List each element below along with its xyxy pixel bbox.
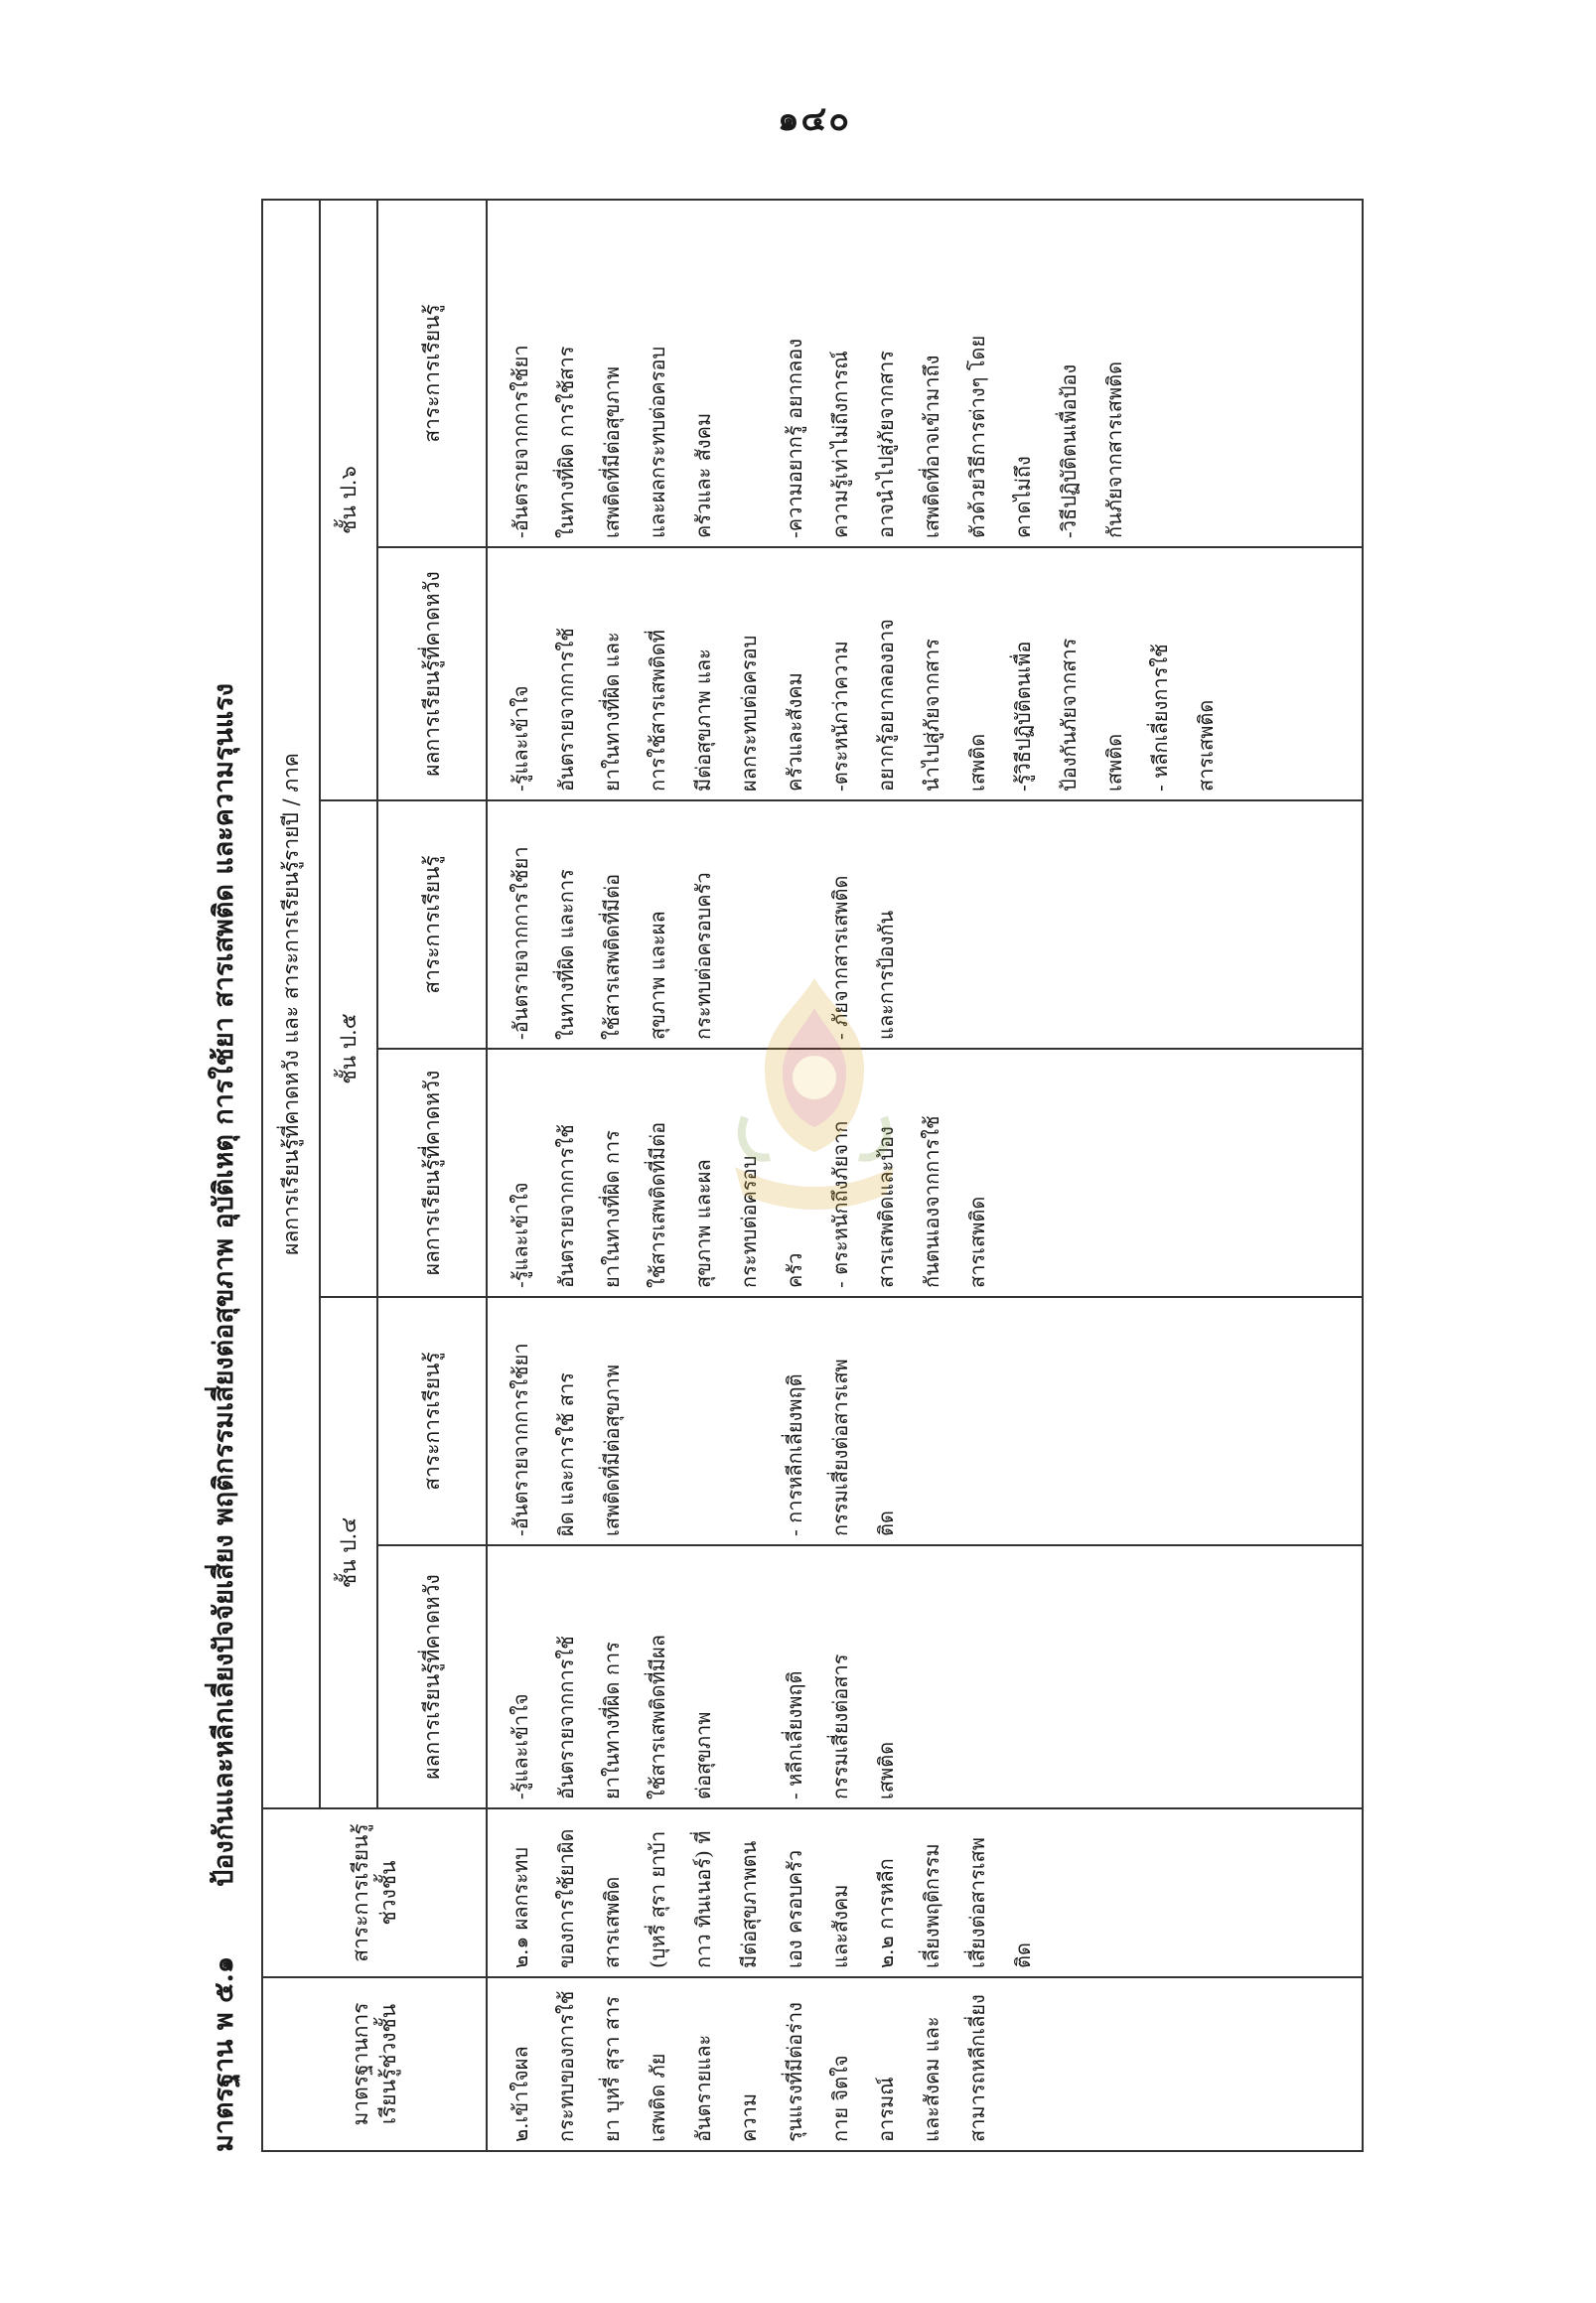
cell-line: อยากรู้อยากลองอาจ	[874, 619, 898, 792]
cell-line: ๒.๒ การหลีก	[874, 1858, 898, 1968]
cell-line: นำไปสู่ภัยจากสาร	[920, 638, 943, 792]
cell-line: ยาในทางที่ผิด การ	[600, 1130, 624, 1288]
cell-line: เสพติดที่มีต่อสุขภาพ	[600, 1364, 624, 1536]
header-grade-p4: ชั้น ป.๔	[320, 1297, 377, 1808]
header-p5-outcome: ผลการเรียนรู้ที่คาดหวัง	[377, 1049, 487, 1297]
cell-line: และสังคม	[828, 1884, 852, 1968]
curriculum-table	[261, 199, 1364, 2152]
cell-line: มีต่อสุขภาพตน	[737, 1840, 761, 1968]
cell-line: ความรู้เท่าไม่ถึงการณ์	[828, 351, 852, 538]
cell-line: กรรมเสี่ยงต่อสารเสพ	[828, 1359, 852, 1536]
cell-p6-content	[487, 200, 1363, 547]
cell-line: รุนแรงที่มีต่อร่าง	[783, 2002, 806, 2142]
cell-p4-content	[487, 1297, 1363, 1545]
cell-line: ยาในทางที่ผิด และ	[600, 632, 624, 792]
cell-line: ตัวด้วยวิธีการต่างๆ โดย	[965, 335, 989, 538]
line-gap	[726, 1554, 772, 1799]
header-grade-p5: ชั้น ป.๕	[320, 800, 377, 1297]
cell-line: ของการใช้ยาผิด	[554, 1828, 578, 1968]
cell-line: - หลีกเลี่ยงพฤติ	[783, 1670, 806, 1799]
cell-line: อันตรายจากการใช้	[554, 1124, 578, 1288]
cell-line: -รู้และเข้าใจ	[508, 1182, 532, 1288]
cell-line: สารเสพติด	[965, 1196, 989, 1288]
cell-line: เสพติด	[965, 733, 989, 792]
cell-content-range	[487, 1808, 1363, 1977]
cell-standard	[487, 1977, 1363, 2151]
cell-line: ครัวและสังคม	[783, 672, 806, 792]
cell-line: (บุหรี่ สุรา ยาบ้า	[646, 1830, 669, 1968]
cell-line: ๒.๑ ผลกระทบ	[508, 1846, 532, 1968]
cell-line: อันตรายจากการใช้	[554, 1636, 578, 1799]
cell-line: ยาในทางที่ผิด การ	[600, 1642, 624, 1799]
line-gap	[726, 809, 772, 1040]
cell-line: ต่อสุขภาพ	[691, 1711, 715, 1799]
header-grade-p6: ชั้น ป.๖	[320, 200, 377, 800]
cell-line: กันตนเองจากการใช้	[920, 1115, 943, 1288]
cell-line: และผลกระทบต่อครอบ	[646, 346, 669, 538]
cell-line: มีต่อสุขภาพ และ	[691, 648, 715, 792]
header-content-range: สาระการเรียนรู้ช่วงชั้น	[262, 1808, 487, 1977]
cell-line: และสังคม และ	[920, 2016, 943, 2142]
line-gap	[680, 1306, 726, 1536]
cell-line: -อันตรายจากการใช้ยา	[508, 846, 532, 1040]
cell-line: กรรมเสี่ยงต่อสาร	[828, 1654, 852, 1799]
cell-line: - ภัยจากสารเสพติด	[828, 875, 852, 1040]
header-p4-outcome: ผลการเรียนรู้ที่คาดหวัง	[377, 1545, 487, 1808]
cell-line: เลี่ยงพฤติกรรม	[920, 1843, 943, 1968]
cell-line: -รู้วิธีปฏิบัติตนเพื่อ	[1011, 641, 1035, 792]
cell-line: -รู้และเข้าใจ	[508, 1693, 532, 1799]
standard-code: มาตรฐาน พ ๕.๑	[208, 1955, 239, 2152]
cell-line: คาดไม่ถึง	[1011, 456, 1035, 538]
cell-line: สารเสพติดและป้อง	[874, 1126, 898, 1288]
cell-line: -ตระหนักว่าความ	[828, 641, 852, 792]
cell-line: กาย จิตใจ อารมณ์	[828, 2055, 898, 2142]
cell-line: เสพติด ภัย	[646, 2053, 669, 2142]
cell-line: สุขภาพ และผล	[691, 1159, 715, 1288]
cell-line: ใช้สารเสพติดที่มีต่อ	[600, 873, 624, 1040]
cell-line: ผลกระทบต่อครอบ	[737, 635, 761, 792]
cell-line: กระทบต่อครอบครัว	[691, 872, 715, 1040]
line-gap	[726, 1306, 772, 1536]
standard-title: ป้องกันและหลีกเลี่ยงปัจจัยเสี่ยง พฤติกรรมเสี่ยงต่อสุขภาพ อุบัติเหตุ การใช้ยา สารเสพติด และความรุนแรง	[208, 683, 239, 1887]
header-group: ผลการเรียนรู้ที่คาดหวัง และ สาระการเรียนรู้รายปี / ภาค	[262, 200, 320, 1808]
cell-line: -อันตรายจากการใช้ยา	[508, 1343, 532, 1536]
cell-line: เสพติดที่อาจเข้ามาถึง	[920, 355, 943, 538]
cell-line: ยา บุหรี่ สุรา สาร	[600, 1995, 624, 2142]
cell-line: อันตรายจากการใช้	[554, 628, 578, 792]
cell-line: ครัวและ สังคม	[691, 412, 715, 538]
standard-heading	[184, 201, 261, 2152]
page-number: ๑๔๐	[777, 99, 852, 139]
line-gap	[726, 209, 772, 538]
table-row	[487, 200, 1363, 2151]
cell-line: - หลีกเลี่ยงการใช้	[1148, 644, 1172, 792]
cell-line: ติด	[1011, 1943, 1035, 1968]
cell-line: และการป้องกัน	[874, 910, 898, 1040]
line-gap	[772, 809, 817, 1040]
cell-line: กันภัยจากสารเสพติด	[1102, 360, 1126, 538]
cell-line: อาจนำไปสู่ภัยจากสาร	[874, 351, 898, 538]
rotated-page-content	[184, 201, 1366, 2152]
cell-line: ๒.เข้าใจผล	[508, 2046, 532, 2142]
line-gap	[635, 1306, 680, 1536]
header-standard: มาตรฐานการเรียนรู้ช่วงชั้น	[262, 1977, 487, 2151]
cell-line: เสพติดที่มีต่อสุขภาพ	[600, 365, 624, 538]
cell-line: เอง ครอบครัว	[783, 1849, 806, 1968]
cell-line: สุขภาพ และผล	[646, 911, 669, 1040]
cell-p6-outcome	[487, 547, 1363, 800]
cell-line: ผิด และการใช้ สาร	[554, 1372, 578, 1536]
cell-p5-content	[487, 800, 1363, 1049]
cell-line: สามารถหลีกเลี่ยง	[965, 1994, 989, 2142]
header-p6-outcome: ผลการเรียนรู้ที่คาดหวัง	[377, 547, 487, 800]
cell-line: -ความอยากรู้ อยากลอง	[783, 338, 806, 538]
cell-line: ครัว	[783, 1252, 806, 1288]
cell-line: การใช้สารเสพติดที่	[646, 630, 669, 792]
cell-line: ใช้สารเสพติดที่มีผล	[646, 1634, 669, 1799]
cell-line: กระทบต่อครอบ	[737, 1155, 761, 1288]
cell-line: เสี่ยงต่อสารเสพ	[965, 1837, 989, 1968]
cell-line: เสพติด	[1102, 733, 1126, 792]
cell-line: อันตรายและความ	[691, 2034, 761, 2142]
cell-line: ติด	[874, 1511, 898, 1536]
header-p5-content: สาระการเรียนรู้	[377, 800, 487, 1049]
cell-line: -รู้และเข้าใจ	[508, 685, 532, 792]
cell-line: - ตระหนักถึงภัยจาก	[828, 1120, 852, 1288]
cell-line: -อันตรายจากการใช้ยา	[508, 345, 532, 538]
cell-line: สารเสพติด	[600, 1876, 624, 1968]
cell-line: ในทางที่ผิด การใช้สาร	[554, 346, 578, 538]
cell-line: สารเสพติด	[1194, 699, 1218, 792]
header-p4-content: สาระการเรียนรู้	[377, 1297, 487, 1545]
header-p6-content: สาระการเรียนรู้	[377, 200, 487, 547]
cell-line: กาว ทินเนอร์) ที่	[691, 1830, 715, 1968]
cell-line: - การหลีกเลี่ยงพฤติ	[783, 1373, 806, 1536]
cell-p4-outcome	[487, 1545, 1363, 1808]
cell-line: ป้องกันภัยจากสาร	[1057, 638, 1081, 792]
cell-line: กระทบของการใช้	[554, 1990, 578, 2142]
cell-line: -วิธีปฏิบัติตนเพื่อป้อง	[1057, 363, 1081, 538]
cell-line: เสพติด	[874, 1741, 898, 1799]
cell-line: ใช้สารเสพติดที่มีต่อ	[646, 1121, 669, 1288]
cell-p5-outcome	[487, 1049, 1363, 1297]
cell-line: ในทางที่ผิด และการ	[554, 869, 578, 1040]
